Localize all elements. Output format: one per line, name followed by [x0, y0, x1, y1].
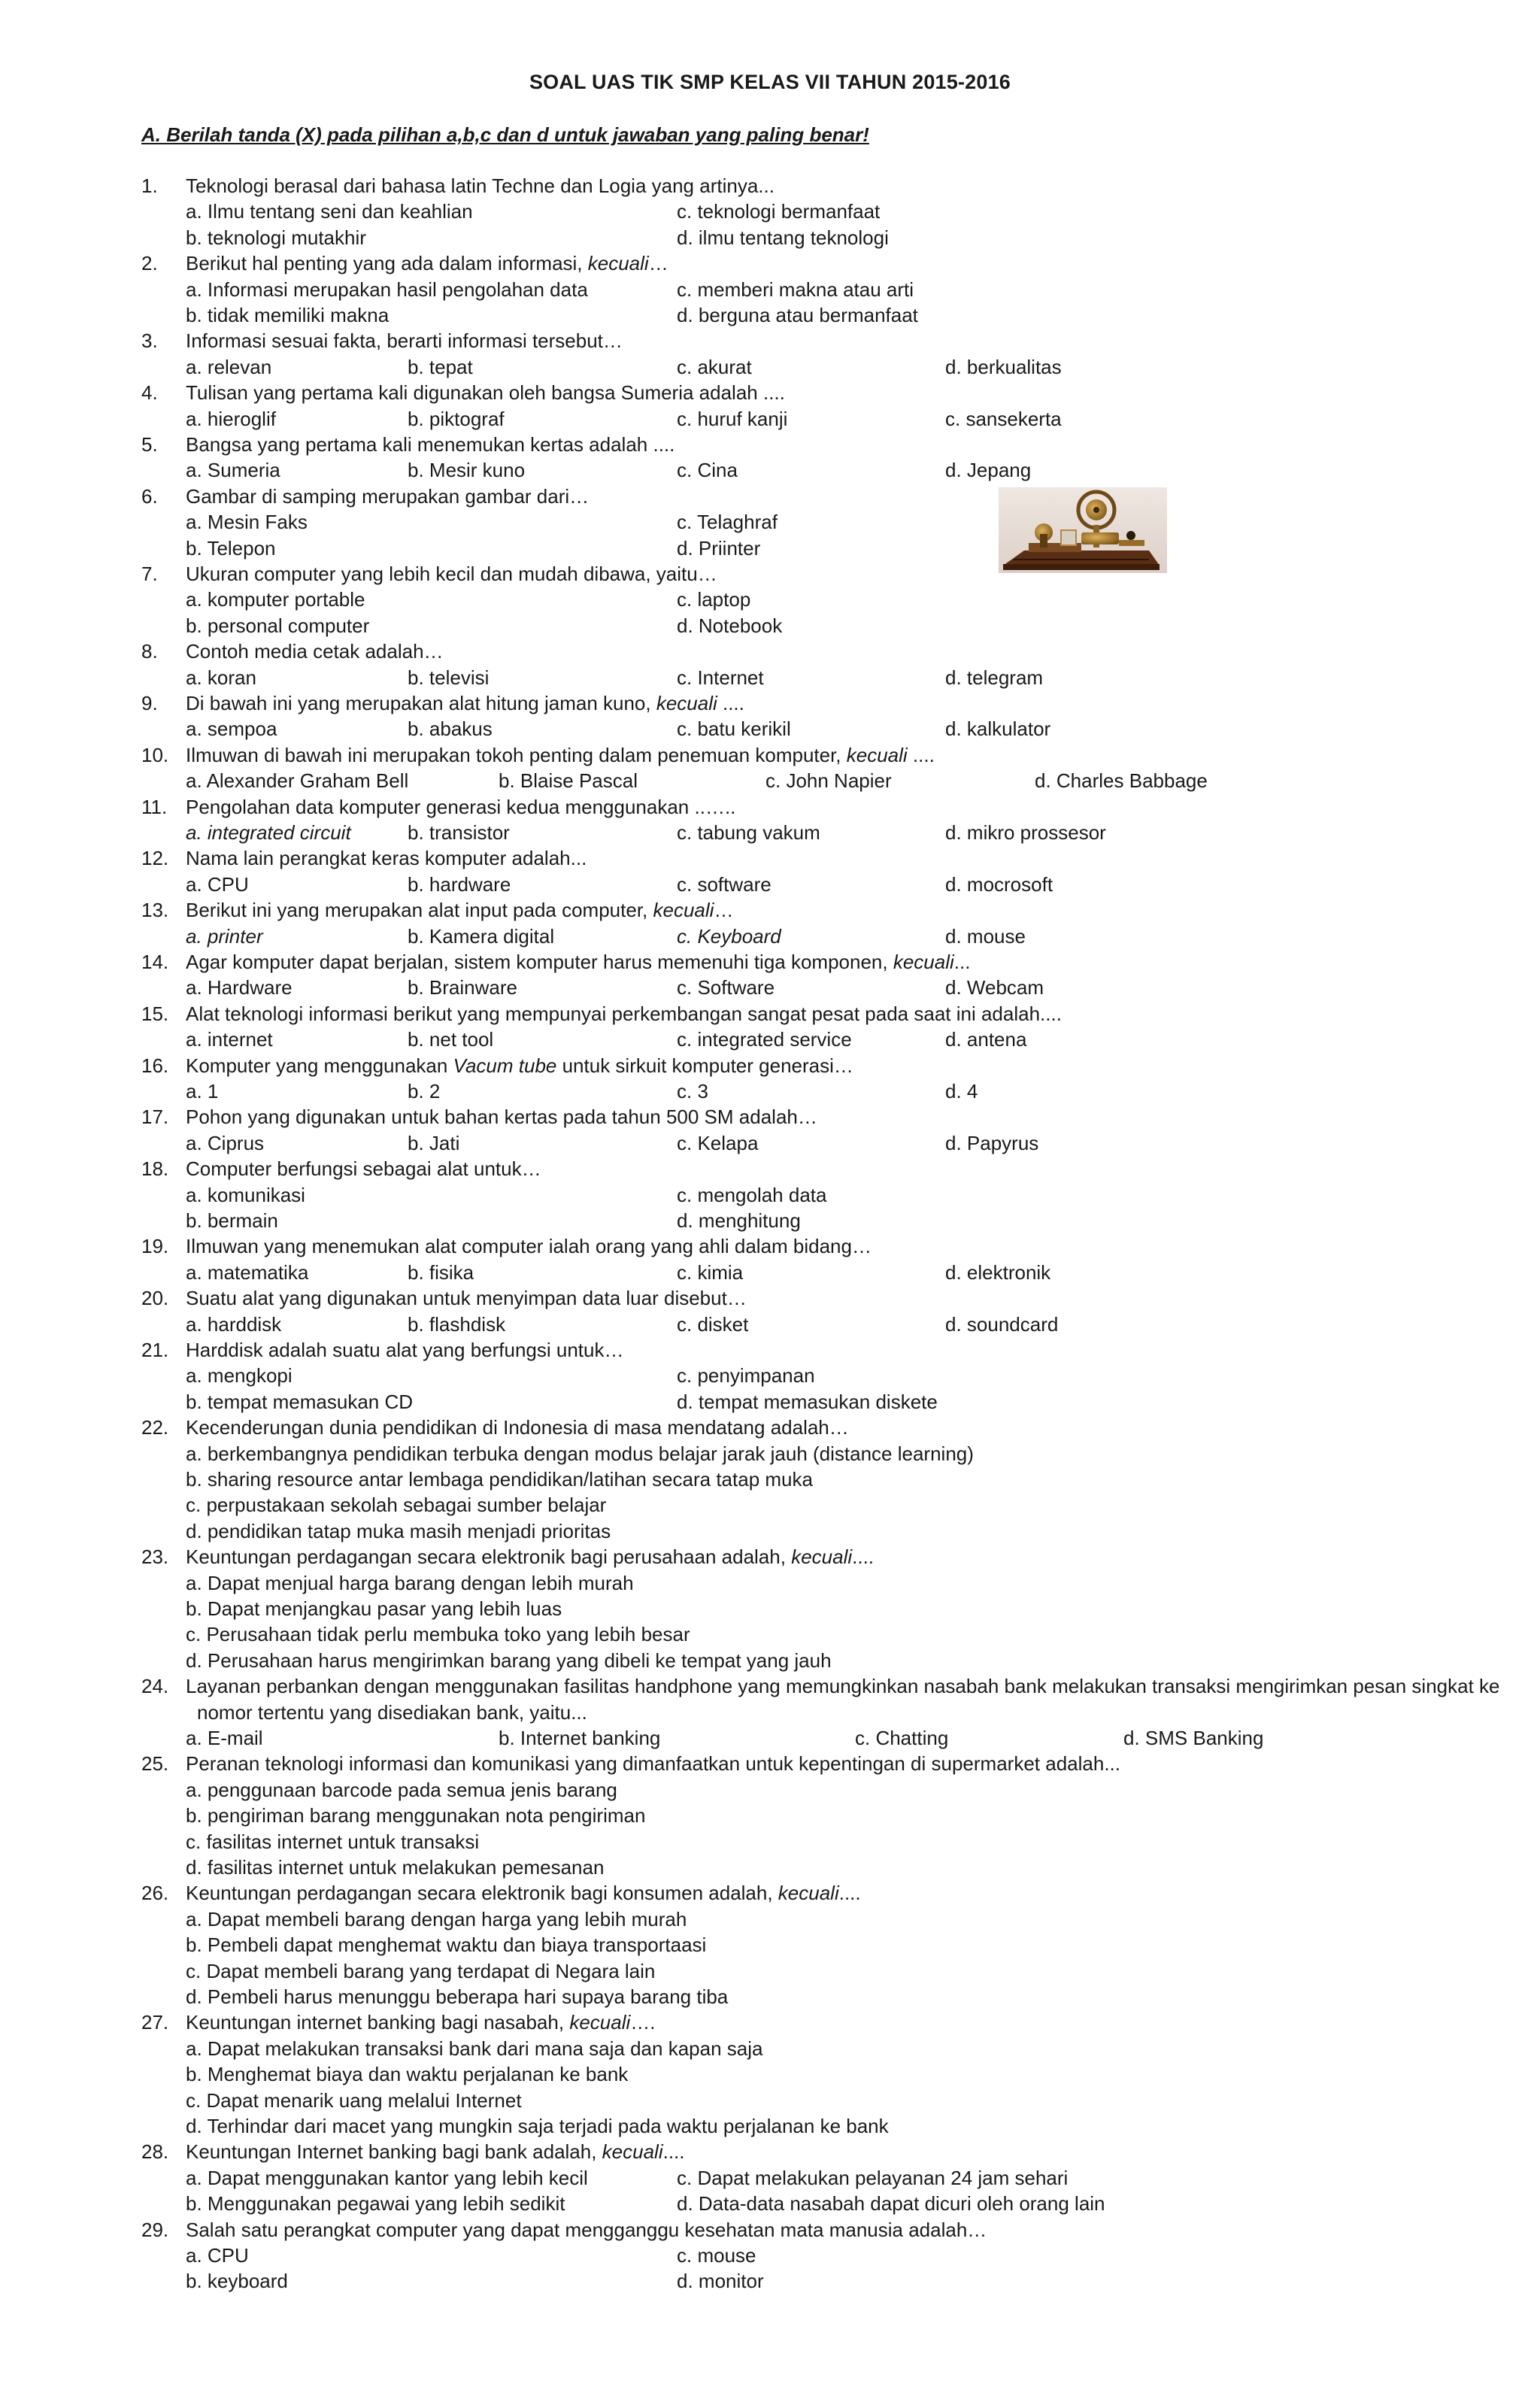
answer-option: a. printer — [186, 924, 263, 948]
question-text: Ilmuwan di bawah ini merupakan tokoh penting dalam penemuan komputer, kecuali .... — [186, 743, 935, 766]
answer-option: d. telegram — [945, 666, 1044, 689]
question-text: Computer berfungsi sebagai alat untuk… — [186, 1157, 541, 1181]
answer-option: d. elektronik — [945, 1260, 1051, 1284]
telegraph-icon — [999, 487, 1167, 573]
question-item — [0, 845, 1540, 871]
answer-option: d. mikro prossesor — [945, 821, 1106, 844]
answer-option: c. huruf kanji — [677, 407, 788, 430]
answer-option: c. mouse — [677, 2244, 756, 2267]
answer-option: a. E-mail — [186, 1727, 263, 1749]
answer-option: a. sempoa — [186, 717, 277, 741]
answer-option: c. sansekerta — [945, 407, 1062, 430]
question-item — [0, 1053, 1540, 1078]
answer-option: b. personal computer — [186, 614, 370, 637]
answer-option: c. Software — [677, 976, 775, 999]
answer-option: a. Ciprus — [186, 1131, 265, 1154]
question-number: 16. — [141, 1054, 169, 1077]
answer-option: a. Hardware — [186, 976, 293, 999]
answer-option: c. perpustakaan sekolah sebagai sumber belajar — [186, 1494, 607, 1517]
answer-option: b. televisi — [408, 666, 490, 689]
answer-option: d. mouse — [945, 924, 1026, 948]
answer-option: c. integrated service — [677, 1028, 852, 1051]
question-item — [0, 690, 1540, 716]
answer-option: d. berkualitas — [945, 355, 1062, 378]
question-text: Informasi sesuai fakta, berarti informasi tersebut… — [186, 329, 623, 353]
answer-option: a. matematika — [186, 1260, 309, 1284]
answer-option: b. net tool — [408, 1028, 494, 1051]
answer-option: a. Informasi merupakan hasil pengolahan data — [186, 278, 588, 301]
answer-option: b. bermain — [186, 1209, 278, 1232]
answer-option: b. piktograf — [408, 407, 505, 430]
answer-option: c. disket — [677, 1312, 749, 1336]
question-text: Keuntungan perdagangan secara elektronik bagi perusahaan adalah, kecuali.... — [186, 1545, 875, 1569]
answer-option: c. Dapat menarik uang melalui Internet — [186, 2088, 522, 2112]
question-number: 11. — [141, 795, 168, 818]
answer-option: c. mengolah data — [677, 1183, 827, 1206]
question-number: 26. — [141, 1882, 169, 1905]
question-text: Suatu alat yang digunakan untuk menyimpan data luar disebut… — [186, 1287, 747, 1310]
answer-option: b. hardware — [408, 872, 511, 896]
answer-option: d. pendidikan tatap muka masih menjadi prioritas — [186, 1519, 611, 1542]
answer-option: c. fasilitas internet untuk transaksi — [186, 1830, 480, 1853]
answer-option: d. Terhindar dari macet yang mungkin saja terjadi pada waktu perjalanan ke bank — [186, 2115, 889, 2137]
answer-option: c. software — [677, 872, 772, 896]
question-text: Harddisk adalah suatu alat yang berfungsi untuk… — [186, 1339, 624, 1361]
question-item — [0, 2009, 1540, 2035]
answer-option: c. teknologi bermanfaat — [677, 200, 881, 223]
question-item — [0, 380, 1540, 405]
question-text: Bangsa yang pertama kali menemukan kertas adalah .... — [186, 433, 675, 456]
question-text: Nama lain perangkat keras komputer adalah... — [186, 847, 587, 870]
answer-option: a. Dapat membeli barang dengan harga yang lebih murah — [186, 1907, 687, 1930]
answer-option: c. laptop — [677, 588, 751, 611]
question-text: Alat teknologi informasi berikut yang mempunyai perkembangan sangat pesat pada saat ini adalah.... — [186, 1002, 1062, 1025]
answer-option: d. 4 — [945, 1080, 978, 1102]
answer-option: a. integrated circuit — [186, 821, 351, 844]
question-item — [0, 1880, 1540, 1906]
question-item — [0, 742, 1540, 768]
question-number: 13. — [141, 899, 169, 922]
answer-option: d. Priinter — [677, 536, 761, 560]
question-text: Ukuran computer yang lebih kecil dan mudah dibawa, yaitu… — [186, 563, 717, 585]
answer-option: b. Brainware — [408, 976, 517, 999]
answer-option: c. akurat — [677, 355, 752, 378]
question-number: 8. — [141, 640, 158, 663]
question-item — [0, 638, 1540, 664]
question-item — [0, 897, 1540, 923]
question-text: Teknologi berasal dari bahasa latin Techne dan Logia yang artinya... — [186, 174, 775, 197]
answer-option: b. abakus — [408, 717, 493, 741]
question-item — [0, 1751, 1540, 1776]
answer-option: a. CPU — [186, 2244, 249, 2267]
answer-option: b. keyboard — [186, 2270, 288, 2293]
answer-option: b. Dapat menjangkau pasar yang lebih luas — [186, 1597, 562, 1620]
answer-option: c. Cina — [677, 459, 738, 482]
answer-option: a. Alexander Graham Bell — [186, 769, 409, 793]
answer-option: c. Keyboard — [677, 924, 781, 948]
question-item — [0, 1285, 1540, 1311]
question-text: Gambar di samping merupakan gambar dari… — [186, 484, 590, 508]
answer-option: d. mocrosoft — [945, 872, 1053, 896]
answer-option: b. Menghemat biaya dan waktu perjalanan ke bank — [186, 2063, 629, 2086]
answer-option: b. pengiriman barang menggunakan nota pengiriman — [186, 1804, 646, 1827]
question-item — [0, 561, 1540, 587]
answer-option: c. Dapat membeli barang yang terdapat di Negara lain — [186, 1959, 656, 1982]
telegraph-machine-picture — [999, 487, 1167, 573]
question-item — [0, 432, 1540, 457]
question-item — [0, 1337, 1540, 1363]
question-item — [0, 1001, 1540, 1027]
answer-option: c. Telaghraf — [677, 511, 778, 534]
question-text: Layanan perbankan dengan menggunakan fasilitas handphone yang memungkinkan nasabah bank melakukan transaksi mengirimkan pesan singkat ke — [186, 1675, 1500, 1698]
question-number: 24. — [141, 1675, 169, 1698]
answer-option: a. Sumeria — [186, 459, 280, 482]
answer-option: c. kimia — [677, 1260, 744, 1284]
answer-option: b. sharing resource antar lembaga pendidikan/latihan secara tatap muka — [186, 1468, 813, 1491]
answer-option: a. komunikasi — [186, 1183, 305, 1206]
question-item — [0, 949, 1540, 975]
answer-option: b. flashdisk — [408, 1312, 506, 1336]
answer-option: d. antena — [945, 1028, 1027, 1051]
question-number: 25. — [141, 1752, 169, 1776]
question-number: 20. — [141, 1287, 169, 1310]
answer-option: c. penyimpanan — [677, 1364, 815, 1388]
question-number: 29. — [141, 2218, 169, 2241]
answer-option: c. Dapat melakukan pelayanan 24 jam sehari — [677, 2166, 1069, 2189]
answer-option: b. Kamera digital — [408, 924, 555, 948]
question-number: 19. — [141, 1235, 169, 1258]
question-item — [0, 250, 1540, 276]
answer-option: d. monitor — [677, 2270, 764, 2293]
answer-option: d. Charles Babbage — [1035, 769, 1208, 793]
question-text: Ilmuwan yang menemukan alat computer ialah orang yang ahli dalam bidang… — [186, 1235, 872, 1258]
question-number: 12. — [141, 847, 169, 870]
question-number: 5. — [141, 433, 158, 456]
question-text: Komputer yang menggunakan Vacum tube untuk sirkuit komputer generasi… — [186, 1054, 853, 1077]
answer-option: a. penggunaan barcode pada semua jenis barang — [186, 1778, 617, 1801]
answer-option: d. tempat memasukan diskete — [677, 1390, 938, 1413]
page-title: SOAL UAS TIK SMP KELAS VII TAHUN 2015-2016 — [529, 71, 1011, 93]
instruction: A. Berilah tanda (X) pada pilihan a,b,c dan d untuk jawaban yang paling benar! — [141, 123, 869, 146]
question-text: Keuntungan perdagangan secara elektronik bagi konsumen adalah, kecuali.... — [186, 1882, 861, 1905]
question-item — [0, 2217, 1540, 2243]
question-text: Salah satu perangkat computer yang dapat mengganggu kesehatan mata manusia adalah… — [186, 2218, 987, 2241]
answer-option: b. tidak memiliki makna — [186, 304, 390, 326]
answer-option: a. relevan — [186, 355, 272, 378]
answer-option: b. Jati — [408, 1131, 460, 1154]
answer-option: d. Perusahaan harus mengirimkan barang yang dibeli ke tempat yang jauh — [186, 1648, 832, 1672]
answer-option: d. Data-data nasabah dapat dicuri oleh orang lain — [677, 2192, 1105, 2216]
answer-option: c. tabung vakum — [677, 821, 820, 844]
question-item — [0, 484, 1540, 509]
answer-option: b. tepat — [408, 355, 473, 378]
question-number: 23. — [141, 1545, 169, 1569]
question-text-continued: nomor tertentu yang disediakan bank, yaitu... — [197, 1700, 587, 1724]
question-text: Keuntungan Internet banking bagi bank adalah, kecuali.... — [186, 2140, 685, 2164]
question-text: Peranan teknologi informasi dan komunikasi yang dimanfaatkan untuk kepentingan di supermarket adalah... — [186, 1752, 1120, 1776]
answer-option: c. batu kerikil — [677, 717, 791, 741]
question-text: Berikut hal penting yang ada dalam informasi, kecuali… — [186, 252, 668, 275]
answer-option: d. berguna atau bermanfaat — [677, 304, 918, 326]
question-number: 21. — [141, 1339, 169, 1361]
answer-option: b. fisika — [408, 1260, 474, 1284]
question-number: 22. — [141, 1416, 169, 1439]
question-text: Tulisan yang pertama kali digunakan oleh bangsa Sumeria adalah .... — [186, 381, 785, 405]
answer-option: a. komputer portable — [186, 588, 365, 611]
answer-option: d. Jepang — [945, 459, 1032, 482]
question-item — [0, 173, 1540, 199]
answer-option: a. hieroglif — [186, 407, 276, 430]
answer-option: b. Pembeli dapat menghemat waktu dan biaya transportaasi — [186, 1934, 707, 1957]
answer-option: c. 3 — [677, 1080, 708, 1102]
question-number: 15. — [141, 1002, 169, 1025]
question-item — [0, 1673, 1540, 1699]
question-text: Agar komputer dapat berjalan, sistem komputer harus memenuhi tiga komponen, kecuali... — [186, 951, 971, 973]
answer-option: d. menghitung — [677, 1209, 801, 1232]
answer-option: c. Chatting — [855, 1727, 949, 1749]
answer-option: a. Ilmu tentang seni dan keahlian — [186, 200, 473, 223]
question-text: Berikut ini yang merupakan alat input pada computer, kecuali… — [186, 899, 734, 922]
question-item — [0, 1104, 1540, 1130]
answer-option: a. Mesin Faks — [186, 511, 308, 534]
answer-option: a. 1 — [186, 1080, 219, 1102]
answer-option: d. soundcard — [945, 1312, 1059, 1336]
answer-option: d. kalkulator — [945, 717, 1051, 741]
question-number: 3. — [141, 329, 158, 353]
question-number: 4. — [141, 381, 158, 405]
answer-option: d. Notebook — [677, 614, 783, 637]
question-text: Contoh media cetak adalah… — [186, 640, 444, 663]
answer-option: a. mengkopi — [186, 1364, 293, 1388]
answer-option: d. ilmu tentang teknologi — [677, 226, 889, 249]
answer-option: a. CPU — [186, 872, 249, 896]
answer-option: c. memberi makna atau arti — [677, 278, 914, 301]
question-number: 2. — [141, 252, 158, 275]
question-item — [0, 328, 1540, 353]
question-number: 14. — [141, 951, 169, 973]
answer-option: b. Internet banking — [499, 1727, 661, 1749]
answer-option: a. Dapat menjual harga barang dengan lebih murah — [186, 1571, 634, 1594]
question-text: Pohon yang digunakan untuk bahan kertas pada tahun 500 SM adalah… — [186, 1106, 817, 1129]
question-item — [0, 1156, 1540, 1181]
answer-option: b. Blaise Pascal — [499, 769, 638, 793]
answer-option: a. berkembangnya pendidikan terbuka dengan modus belajar jarak jauh (distance learning) — [186, 1442, 974, 1465]
question-text: Keuntungan internet banking bagi nasabah, kecuali…. — [186, 2011, 656, 2034]
answer-option: b. teknologi mutakhir — [186, 226, 366, 249]
question-item — [0, 2139, 1540, 2164]
question-number: 1. — [141, 174, 158, 197]
question-item — [0, 1544, 1540, 1570]
question-number: 6. — [141, 484, 158, 508]
question-number: 27. — [141, 2011, 169, 2034]
answer-option: b. Telepon — [186, 536, 276, 560]
answer-option: c. Kelapa — [677, 1131, 759, 1154]
question-number: 17. — [141, 1106, 169, 1129]
question-number: 9. — [141, 692, 158, 714]
answer-option: c. John Napier — [765, 769, 892, 793]
answer-option: d. fasilitas internet untuk melakukan pemesanan — [186, 1856, 605, 1879]
answer-option: d. Papyrus — [945, 1131, 1039, 1154]
question-text: Di bawah ini yang merupakan alat hitung jaman kuno, kecuali .... — [186, 692, 744, 714]
answer-option: a. koran — [186, 666, 256, 689]
question-number: 7. — [141, 563, 158, 585]
answer-option: b. tempat memasukan CD — [186, 1390, 414, 1413]
question-item — [0, 794, 1540, 820]
answer-option: d. SMS Banking — [1123, 1727, 1264, 1749]
answer-option: a. Dapat menggunakan kantor yang lebih kecil — [186, 2166, 588, 2189]
answer-option: c. Internet — [677, 666, 764, 689]
answer-option: c. Perusahaan tidak perlu membuka toko yang lebih besar — [186, 1623, 690, 1646]
answer-option: a. harddisk — [186, 1312, 282, 1336]
answer-option: b. transistor — [408, 821, 510, 844]
answer-option: a. internet — [186, 1028, 273, 1051]
answer-option: b. 2 — [408, 1080, 441, 1102]
question-number: 28. — [141, 2140, 169, 2164]
question-text: Kecenderungan dunia pendidikan di Indonesia di masa mendatang adalah… — [186, 1416, 849, 1439]
question-item — [0, 1233, 1540, 1259]
question-number: 10. — [141, 743, 169, 766]
question-item — [0, 1415, 1540, 1440]
answer-option: d. Pembeli harus menunggu beberapa hari supaya barang tiba — [186, 1985, 729, 2008]
answer-option: d. Webcam — [945, 976, 1044, 999]
answer-option: b. Menggunakan pegawai yang lebih sedikit — [186, 2192, 565, 2216]
answer-option: a. Dapat melakukan transaksi bank dari mana saja dan kapan saja — [186, 2037, 763, 2060]
question-number: 18. — [141, 1157, 169, 1181]
question-text: Pengolahan data komputer generasi kedua menggunakan ..….. — [186, 795, 736, 818]
answer-option: b. Mesir kuno — [408, 459, 526, 482]
